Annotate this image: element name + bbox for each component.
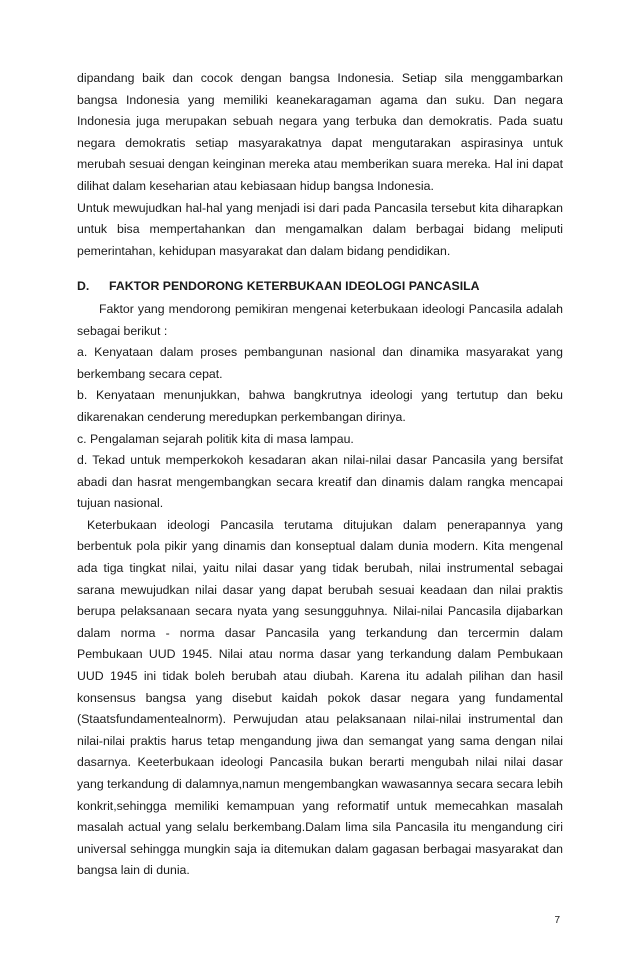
paragraph-intro-2: Untuk mewujudkan hal-hal yang menjadi isi dari pada Pancasila tersebut kita diharapkan untuk bisa mempertahankan dan mengamalkan dalam berbagai bidang meliputi pemerintahan, kehidupan masyarakat dan dalam bidang pendidikan.	[77, 200, 563, 258]
paragraph-intro-1: dipandang baik dan cocok dengan bangsa Indonesia. Setiap sila menggambarkan bangsa Indonesia yang memiliki keanekaragaman agama dan suku. Dan negara Indonesia juga merupakan sebuah negara yang terbuka dan demokratis. Pada suatu negara demokratis setiap masyarakatnya dapat mengutarakan aspirasinya untuk merubah sesuai dengan keinginan mereka atau memberikan suara mereka. Hal ini dapat dilihat dalam keseharian atau kebiasaan hidup bangsa Indonesia.	[77, 71, 563, 193]
list-item-b: b. Kenyataan menunjukkan, bahwa bangkrutnya ideologi yang tertutup dan beku dikarenakan cenderung meredupkan perkembangan dirinya.	[77, 388, 563, 424]
page-number: 7	[554, 915, 560, 926]
list-item-d: d. Tekad untuk memperkokoh kesadaran akan nilai-nilai dasar Pancasila yang bersifat abadi dan hasrat mengembangkan secara kreatif dan dinamis dalam rangka mencapai tujuan nasional.	[77, 453, 563, 511]
section-heading	[77, 276, 563, 298]
closing-paragraph: Keterbukaan ideologi Pancasila terutama ditujukan dalam penerapannya yang berbentuk pola pikir yang dinamis dan konseptual dalam dunia modern. Kita mengenal ada tiga tingkat nilai, yaitu nilai dasar yang tidak berubah, nilai instrumental sebagai sarana mewujudkan nilai dasar yang dapat berubah sesuai keadaan dan nilai praktis berupa pelaksanaan secara nyata yang sesungguhnya. Nilai-nilai Pancasila dijabarkan dalam norma - norma dasar Pancasila yang terkandung dan tercermin dalam Pembukaan UUD 1945. Nilai atau norma dasar yang terkandung dalam Pembukaan UUD 1945 ini tidak boleh berubah atau diubah. Karena itu adalah pilihan dan hasil konsensus bangsa yang disebut kaidah pokok dasar negara yang fundamental (Staatsfundamentealnorm). Perwujudan atau pelaksanaan nilai-nilai instrumental dan nilai-nilai praktis harus tetap mengandung jiwa dan semangat yang sama dengan nilai dasarnya. Keeterbukaan ideologi Pancasila bukan berarti mengubah nilai nilai dasar yang terkandung di dalamnya,namun mengembangkan wawasannya secara secara lebih konkrit,sehingga memiliki kemampuan yang reformatif untuk memecahkan masalah masalah actual yang selalu berkembang.Dalam lima sila Pancasila itu mengandung ciri universal sehingga mungkin saja ia ditemukan dalam gagasan berbagai masyarakat dan bangsa lain di dunia.	[77, 517, 563, 878]
list-item-c: c. Pengalaman sejarah politik kita di masa lampau.	[77, 431, 354, 446]
section-title: FAKTOR PENDORONG KETERBUKAAN IDEOLOGI PANCASILA	[109, 279, 480, 294]
list-item-a: a. Kenyataan dalam proses pembangunan nasional dan dinamika masyarakat yang berkembang secara cepat.	[77, 345, 563, 381]
document-page	[77, 68, 563, 882]
section-letter: D.	[77, 279, 90, 294]
section-intro: Faktor yang mendorong pemikiran mengenai keterbukaan ideologi Pancasila adalah sebagai berikut :	[77, 301, 563, 338]
